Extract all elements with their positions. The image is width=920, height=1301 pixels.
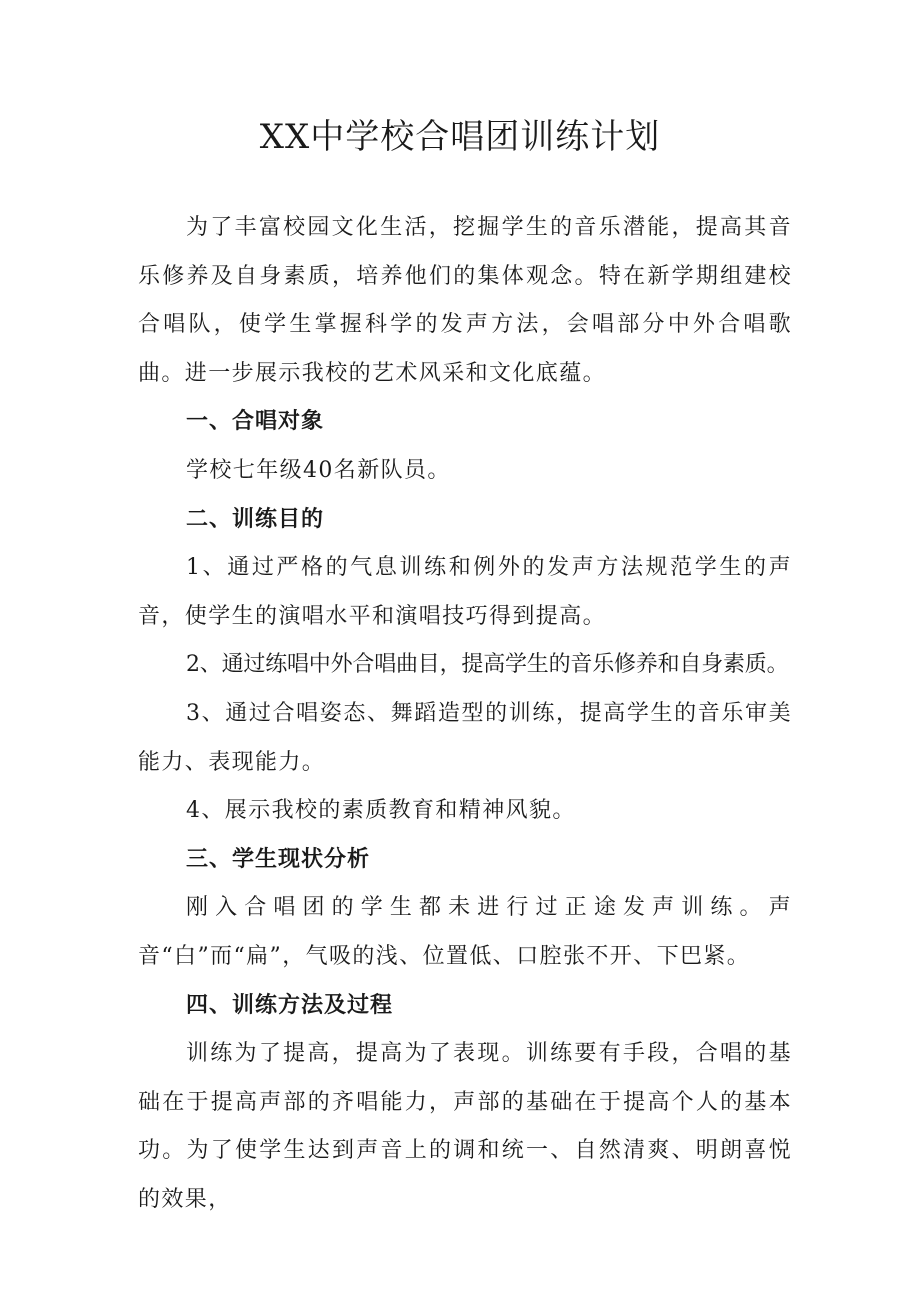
document-body xyxy=(138,204,792,1224)
list-item-goal-3: 3、通过合唱姿态、舞蹈造型的训练，提高学生的音乐审美能力、表现能力。 xyxy=(138,700,792,775)
section-heading-2: 二、训练目的 xyxy=(186,506,325,532)
list-item-goal-4: 4、展示我校的素质教育和精神风貌。 xyxy=(186,798,576,824)
document-title: XX中学校合唱团训练计划 xyxy=(259,117,661,157)
paragraph-methods: 训练为了提高，提高为了表现。训练要有手段，合唱的基础在于提高声部的齐唱能力，声部的基础在于提高个人的基本功。为了使学生达到声音上的调和统一、自然清爽、明朗喜悦的效果， xyxy=(138,1041,792,1212)
section-heading-3: 三、学生现状分析 xyxy=(186,846,371,872)
section-heading-1: 一、合唱对象 xyxy=(186,409,325,435)
intro-paragraph: 为了丰富校园文化生活，挖掘学生的音乐潜能，提高其音乐修养及自身素质，培养他们的集体观念。特在新学期组建校合唱队，使学生掌握科学的发声方法，会唱部分中外合唱歌曲。进一步展示我校的艺术风采和文化底蕴。 xyxy=(138,215,792,386)
list-item-goal-2: 2、通过练唱中外合唱曲目，提高学生的音乐修养和自身素质。 xyxy=(186,652,789,678)
section-heading-4: 四、训练方法及过程 xyxy=(186,992,394,1018)
paragraph-status-analysis: 刚入合唱团的学生都未进行过正途发声训练。声音“白”而“扁”，气吸的浅、位置低、口腔张不开、下巴紧。 xyxy=(138,895,792,969)
list-item-goal-1: 1、通过严格的气息训练和例外的发声方法规范学生的声音，使学生的演唱水平和演唱技巧得到提高。 xyxy=(138,555,792,629)
paragraph-participants: 学校七年级40名新队员。 xyxy=(186,457,451,483)
